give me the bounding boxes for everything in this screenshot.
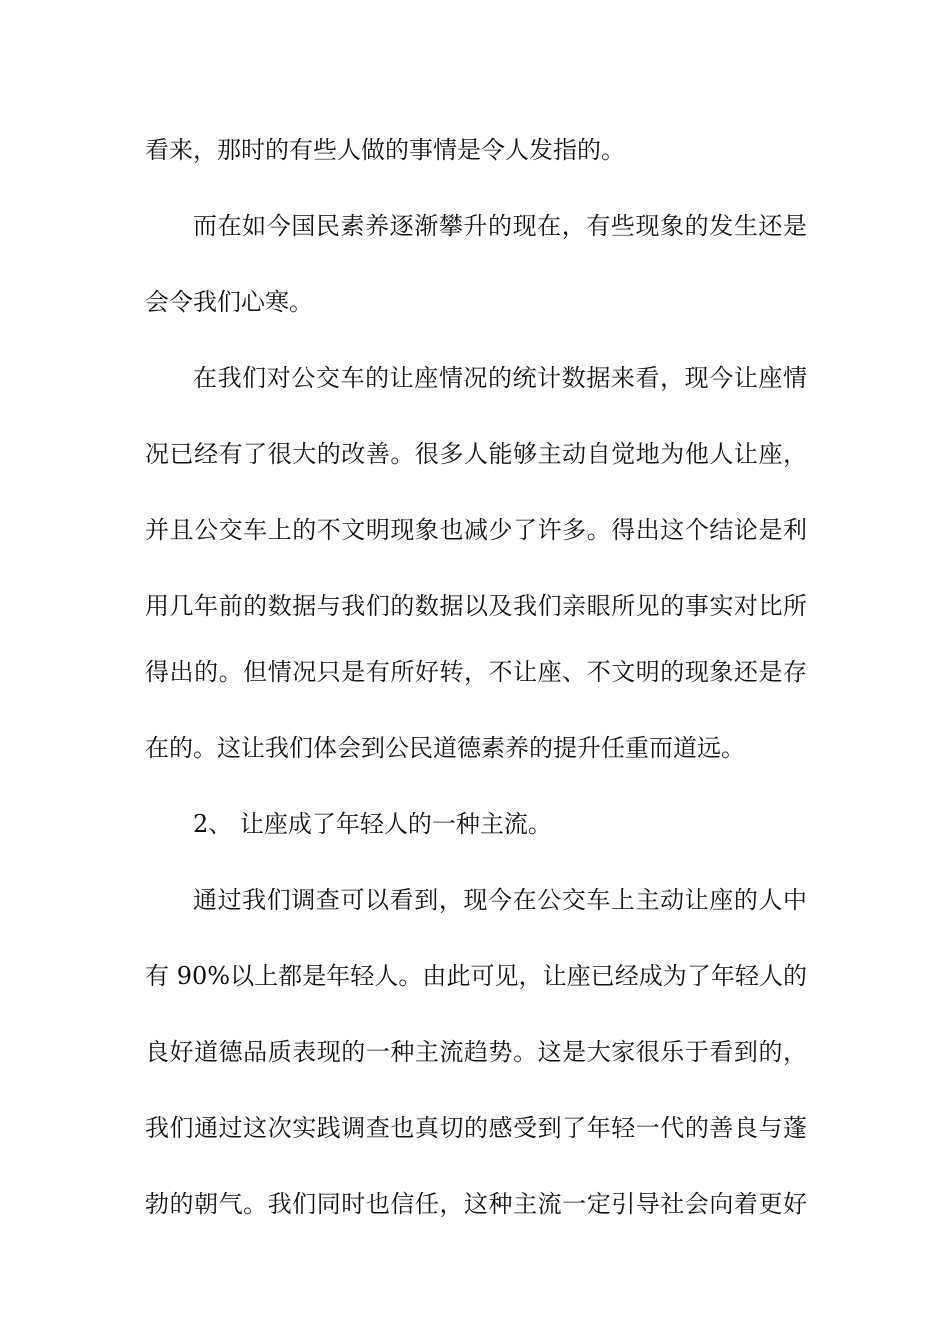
text-line: 而在如今国民素养逐渐攀升的现在，有些现象的发生还是 [193, 212, 807, 240]
text-line: 良好道德品质表现的一种主流趋势。这是大家很乐于看到的， [145, 1038, 807, 1066]
text-line: 在的。这让我们体会到公民道德素养的提升任重而道远。 [145, 734, 745, 762]
text-line: 用几年前的数据与我们的数据以及我们亲眼所见的事实对比所 [145, 592, 807, 620]
text-line: 我们通过这次实践调查也真切的感受到了年轻一代的善良与蓬 [145, 1114, 807, 1142]
text-line: 况已经有了很大的改善。很多人能够主动自觉地为他人让座， [145, 440, 807, 468]
text-line: 并且公交车上的不文明现象也减少了许多。得出这个结论是利 [145, 516, 807, 544]
text-line: 在我们对公交车的让座情况的统计数据来看，现今让座情 [193, 364, 807, 392]
text-line: 看来，那时的有些人做的事情是令人发指的。 [145, 136, 625, 164]
text-line: 会令我们心寒。 [145, 288, 313, 316]
text-line: 勃的朝气。我们同时也信任，这种主流一定引导社会向着更好 [145, 1190, 807, 1218]
text-line: 有 90%以上都是年轻人。由此可见，让座已经成为了年轻人的 [145, 962, 807, 990]
text-line: 通过我们调查可以看到，现今在公交车上主动让座的人中 [193, 886, 807, 914]
section-heading: 2、 让座成了年轻人的一种主流。 [193, 810, 552, 838]
text-line: 得出的。但情况只是有所好转，不让座、不文明的现象还是存 [145, 658, 807, 686]
